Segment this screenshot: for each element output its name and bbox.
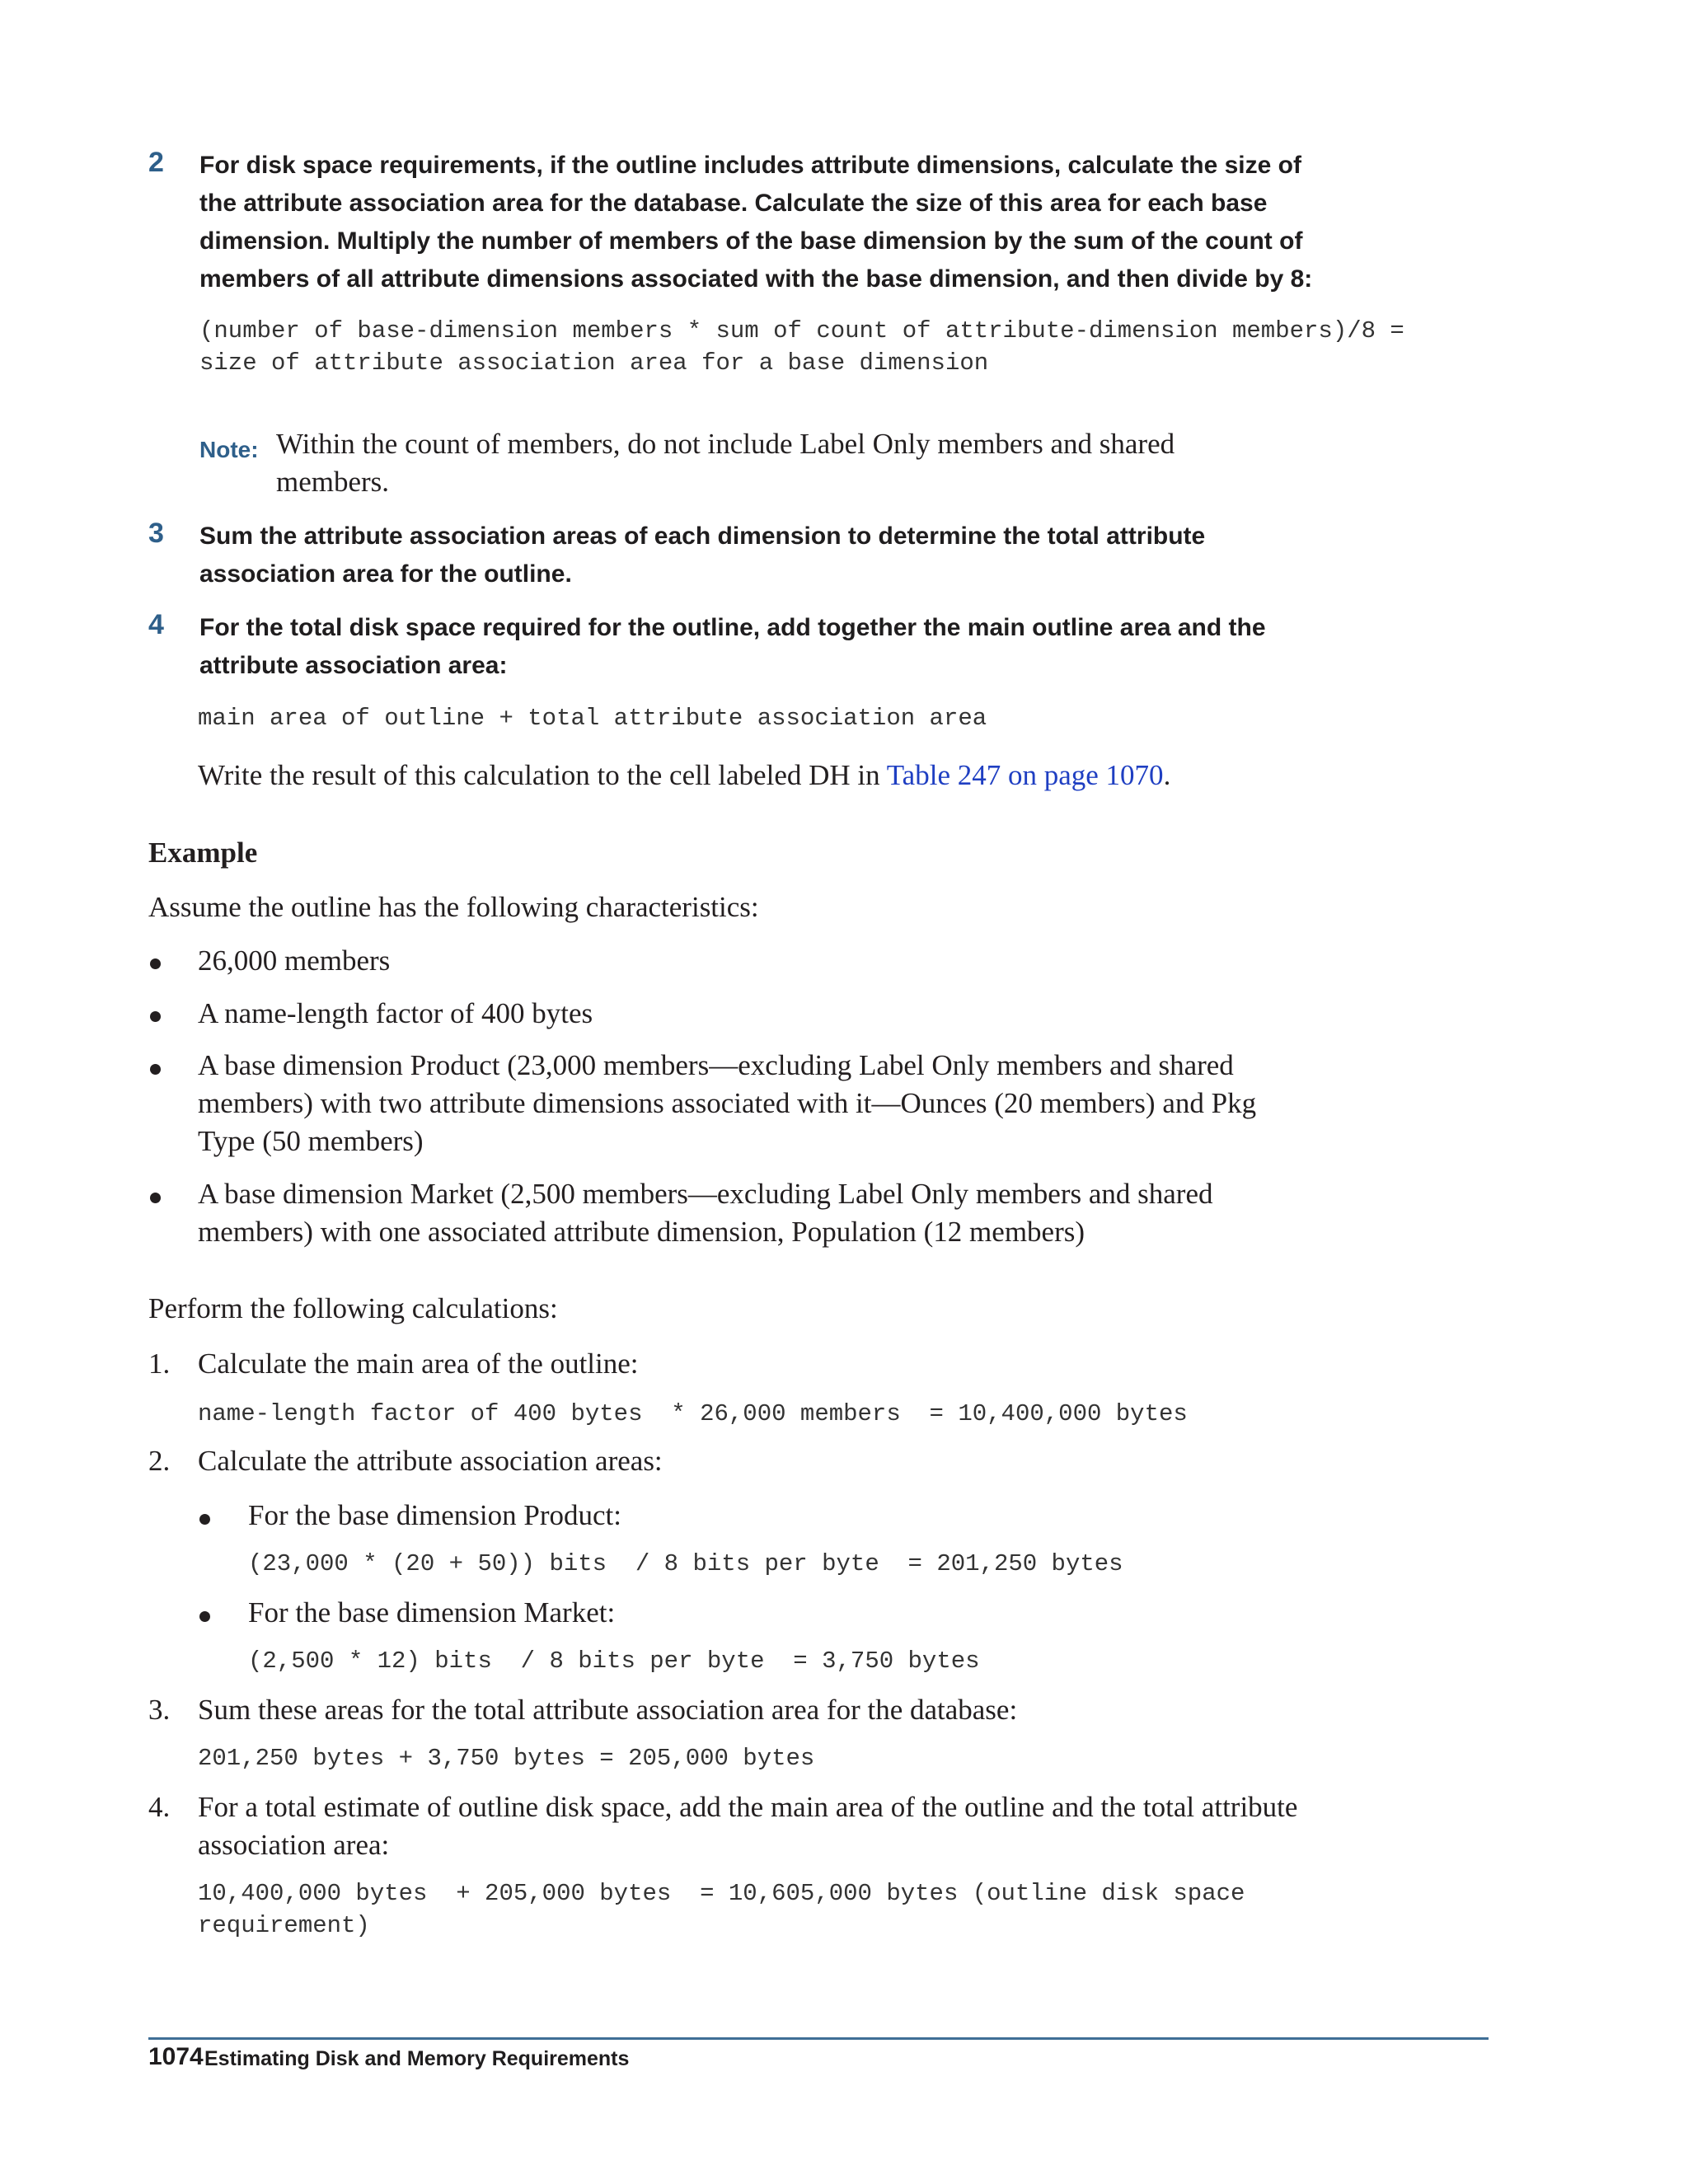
write-result-prefix: Write the result of this calculation to the cell labeled DH in <box>198 759 887 791</box>
write-result-suffix: . <box>1163 759 1171 791</box>
calc-code-line1: 10,400,000 bytes + 205,000 bytes = 10,605,000 bytes (outline disk space <box>198 1880 1245 1907</box>
characteristic-bullet: A base dimension Product (23,000 members—excluding Label Only members and shared members) with two attribute dimensions associated with it—Ounces (20 members) and Pkg Type (50 members) <box>198 1049 1257 1157</box>
page-number: 1074 <box>148 2043 204 2070</box>
calc-code: name-length factor of 400 bytes * 26,000 members = 10,400,000 bytes <box>198 1400 1188 1427</box>
sub-bullet-code: (2,500 * 12) bits / 8 bits per byte = 3,750 bytes <box>248 1647 980 1675</box>
calc-number: 1. <box>148 1347 171 1380</box>
step-text: For disk space requirements, if the outline includes attribute dimensions, calculate the size of the attribute association area for the database. Calculate the size of this area for each base dimension. Multiply the number of members of the base dimension by the sum of the count of members of all attribute dimensions associated with the base dimension, and then divide by 8: <box>199 152 1313 293</box>
sub-bullet-text: For the base dimension Market: <box>248 1596 616 1629</box>
sub-bullet-text: For the base dimension Product: <box>248 1499 622 1531</box>
step-4 <box>148 609 1319 685</box>
calc-number: 2. <box>148 1445 171 1477</box>
step-3 <box>148 518 1319 593</box>
calc-number: 3. <box>148 1694 171 1726</box>
footer-rule <box>148 2037 1489 2040</box>
step-number: 4 <box>148 609 164 640</box>
calc-text: Sum these areas for the total attribute association area for the database: <box>198 1694 1018 1726</box>
step-2 <box>148 147 1319 298</box>
write-result-paragraph <box>198 757 1352 794</box>
formula-attribute-area-line2: size of attribute association area for a base dimension <box>199 349 989 377</box>
calc-text: For a total estimate of outline disk space, add the main area of the outline and the total attribute association area: <box>198 1791 1298 1861</box>
perform-calculations-intro: Perform the following calculations: <box>148 1292 558 1324</box>
bullet-dot <box>199 1611 210 1622</box>
example-heading: Example <box>148 837 258 869</box>
sub-bullet-code: (23,000 * (20 + 50)) bits / 8 bits per byte = 201,250 bytes <box>248 1550 1123 1577</box>
bullet-dot <box>150 1193 161 1203</box>
example-intro: Assume the outline has the following characteristics: <box>148 891 759 923</box>
bullet-dot <box>199 1514 210 1525</box>
note-text: Within the count of members, do not include Label Only members and shared members. <box>276 428 1175 498</box>
calc-text: Calculate the main area of the outline: <box>198 1347 639 1380</box>
calc-number: 4. <box>148 1791 171 1823</box>
note-label: Note: <box>199 437 259 462</box>
calc-text: Calculate the attribute association areas: <box>198 1445 663 1477</box>
table-247-link[interactable]: Table 247 on page 1070 <box>886 759 1164 791</box>
characteristic-bullet: A base dimension Market (2,500 members—excluding Label Only members and shared members) with one associated attribute dimension, Population (12 members) <box>198 1178 1213 1248</box>
step-number: 3 <box>148 518 164 549</box>
bullet-dot <box>150 1064 161 1075</box>
bullet-dot <box>150 1011 161 1022</box>
chapter-title: Estimating Disk and Memory Requirements <box>204 2047 630 2070</box>
step-text: Sum the attribute association areas of each dimension to determine the total attribute association area for the outline. <box>199 523 1206 588</box>
formula-total-disk-space: main area of outline + total attribute association area <box>198 705 987 732</box>
step-number: 2 <box>148 147 164 178</box>
bullet-dot <box>150 958 161 969</box>
calc-code-line2: requirement) <box>198 1912 370 1939</box>
characteristic-bullet: 26,000 members <box>198 944 391 977</box>
calc-code: 201,250 bytes + 3,750 bytes = 205,000 bytes <box>198 1745 815 1772</box>
step-text: For the total disk space required for the outline, add together the main outline area and the attribute association area: <box>199 614 1266 679</box>
characteristic-bullet: A name-length factor of 400 bytes <box>198 997 593 1029</box>
formula-attribute-area-line1: (number of base-dimension members * sum of count of attribute-dimension members)/8 = <box>199 317 1404 344</box>
